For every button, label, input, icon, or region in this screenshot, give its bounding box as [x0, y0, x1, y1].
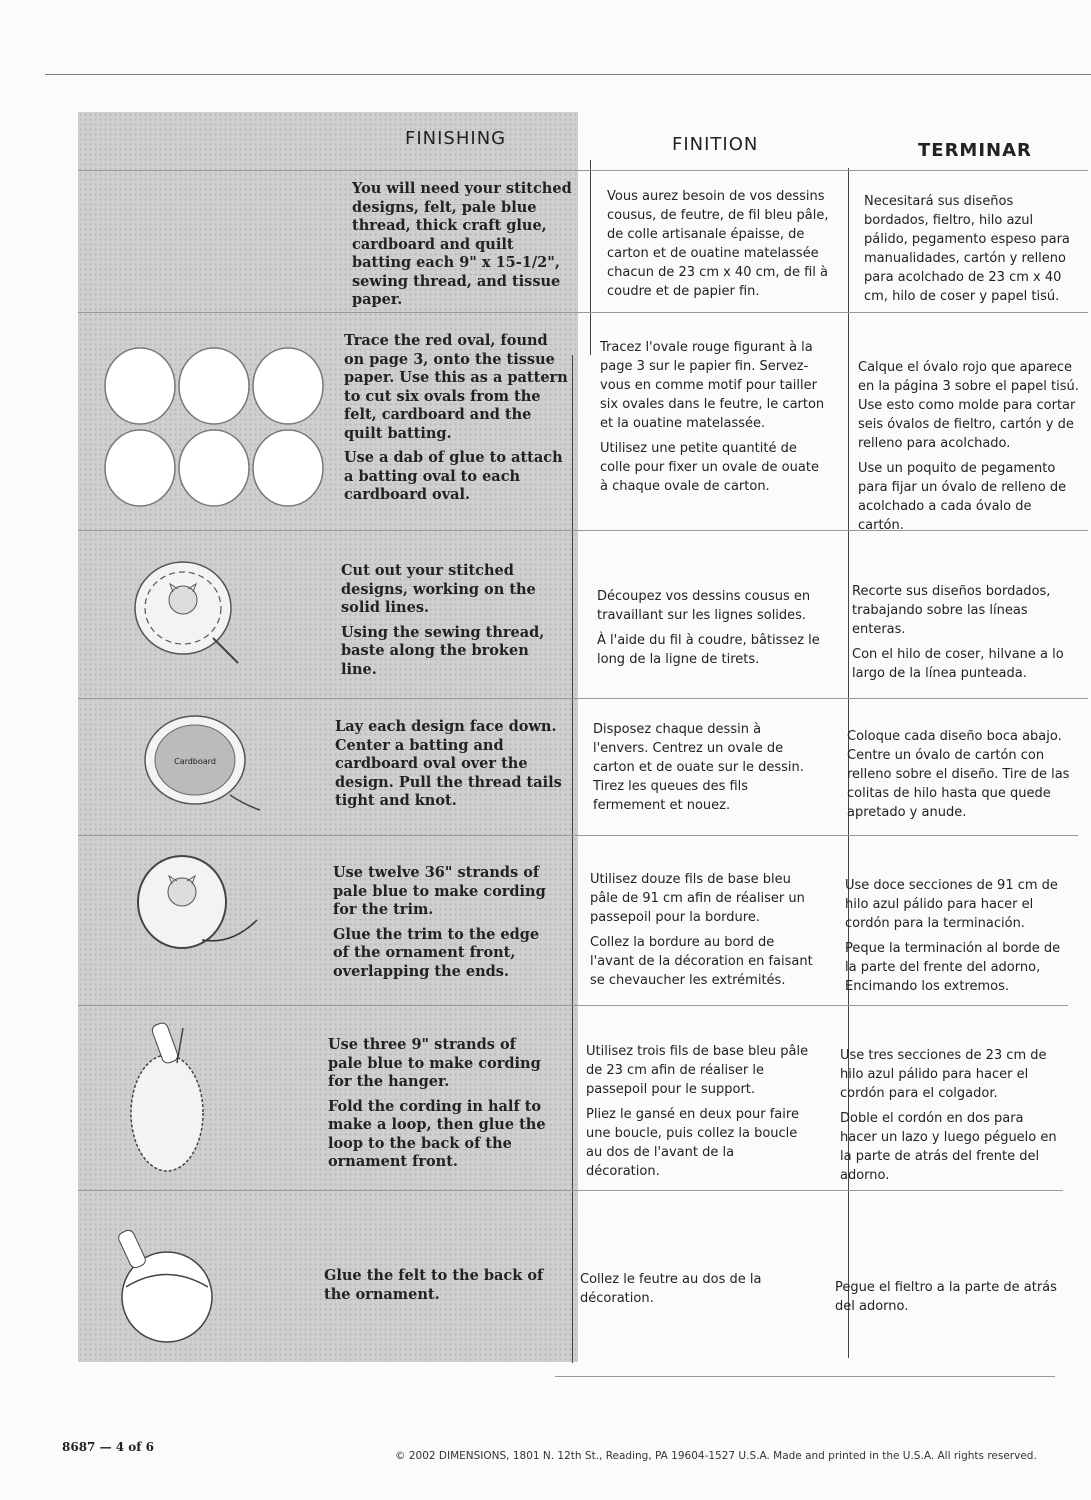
step-7-english: Glue the felt to the back of the ornament. [324, 1267, 544, 1303]
step-5-spanish: Use doce secciones de 91 cm de hilo azul pálido para hacer el cordón para la terminación. Peque la terminación al borde de la parte del frente del adorno, Encimando los extremos. [845, 878, 1061, 994]
column-divider [590, 160, 591, 355]
header-terminar: TERMINAR [918, 140, 1032, 161]
six-ovals-illustration [100, 340, 340, 520]
step-4-spanish: Coloque cada diseño boca abajo. Centre un óvalo de cartón con relleno sobre el diseño. Tire de las colitas de hilo hasta que quede apretado y anude. [847, 729, 1070, 820]
copyright: © 2002 DIMENSIONS, 1801 N. 12th St., Reading, PA 19604-1527 U.S.A. Made and printed in the U.S.A. All rights reserved. [395, 1450, 1037, 1462]
step-6-french: Utilisez trois fils de base bleu pâle de 23 cm afin de réaliser le passepoil pour le support. Pliez le gansé en deux pour faire une boucle, puis collez la boucle au dos de l'avant de la décoration. [586, 1044, 809, 1179]
step-3-spanish: Recorte sus diseños bordados, trabajando sobre las líneas enteras. Con el hilo de coser, hilvane a lo largo de la línea punteada. [852, 584, 1064, 681]
step-6-spanish: Use tres secciones de 23 cm de hilo azul pálido para hacer el cordón para el colgador. Doble el cordón en dos para hacer un lazo y luego péguelo en la parte de atrás del frente del adorno. [840, 1048, 1057, 1183]
trim-cording-illustration [132, 850, 262, 960]
top-rule [45, 74, 1091, 75]
bottom-rule [555, 1376, 1055, 1377]
step-7-spanish: Pegue el fieltro a la parte de atrás del adorno. [835, 1280, 1057, 1314]
felt-back-illustration [112, 1225, 222, 1345]
row-rule [78, 312, 1088, 313]
step-1-english: You will need your stitched designs, felt, pale blue thread, thick craft glue, cardboard and quilt batting each 9" x 15-1/2", sewing thread, and tissue paper. [352, 180, 572, 308]
step-7-french: Collez le feutre au dos de la décoration. [580, 1272, 762, 1306]
cardboard-label: Cardboard [174, 757, 216, 766]
step-2-french: Tracez l'ovale rouge figurant à la page 3 sur le papier fin. Servez-vous en comme motif pour tailler six ovales dans le feutre, le carton et la ouatine matelassée. Utilisez une petite quantité de colle pour fixer un ovale de ouate à chaque ovale de carton. [600, 340, 825, 494]
row-rule [78, 835, 1078, 836]
step-6-english: Use three 9" strands of pale blue to make cording for the hanger. Fold the cording in half to make a loop, then glue the loop to the back of the ornament front. [328, 1036, 546, 1170]
cardboard-oval-illustration [140, 710, 270, 820]
page-number: 8687 — 4 of 6 [62, 1440, 154, 1454]
column-divider [572, 355, 573, 1363]
step-5-english: Use twelve 36" strands of pale blue to make cording for the trim. Glue the trim to the edge of the ornament front, overlapping the ends. [333, 864, 546, 980]
step-1-french: Vous aurez besoin de vos dessins cousus, de feutre, de fil bleu pâle, de colle artisanale épaisse, de carton et de ouatine matelassée chacun de 23 cm x 40 cm, de fil à coudre et de papier fin. [607, 189, 829, 299]
step-3-english: Cut out your stitched designs, working on the solid lines. Using the sewing thread, baste along the broken line. [341, 562, 545, 678]
step-2-spanish: Calque el óvalo rojo que aparece en la página 3 sobre el papel tisú. Use esto como molde para cortar seis óvalos de fieltro, cartón y de relleno para acolchado. Use un poquito de pegamento para fijar un óvalo de relleno de acolchado a cada óvalo de cartón. [858, 360, 1079, 533]
step-1-spanish: Necesitará sus diseños bordados, fieltro, hilo azul pálido, pegamento espeso para manualidades, cartón y relleno para acolchado de 23 cm x 40 cm, hilo de coser y papel tisú. [864, 194, 1070, 304]
hanger-loop-illustration [125, 1018, 215, 1188]
header-finishing: FINISHING [405, 128, 507, 149]
row-rule [78, 170, 1088, 171]
header-finition: FINITION [672, 134, 759, 155]
basting-design-illustration [128, 558, 248, 668]
step-3-french: Découpez vos dessins cousus en travaillant sur les lignes solides. À l'aide du fil à coudre, bâtissez le long de la ligne de tirets. [597, 589, 820, 667]
step-4-english: Lay each design face down. Center a batting and cardboard oval over the design. Pull the thread tails tight and knot. [335, 718, 562, 809]
step-2-english: Trace the red oval, found on page 3, onto the tissue paper. Use this as a pattern to cut six ovals from the felt, cardboard and the quilt batting. Use a dab of glue to attach a batting oval to each cardboard oval. [344, 332, 568, 503]
step-5-french: Utilisez douze fils de base bleu pâle de 91 cm afin de réaliser un passepoil pour la bordure. Collez la bordure au bord de l'avant de la décoration en faisant se chevaucher les extrémités. [590, 872, 813, 988]
step-4-french: Disposez chaque dessin à l'envers. Centrez un ovale de carton et de ouate sur le dessin. Tirez les queues des fils fermement et nouez. [593, 722, 804, 813]
row-rule [78, 1005, 1068, 1006]
row-rule [78, 698, 1088, 699]
